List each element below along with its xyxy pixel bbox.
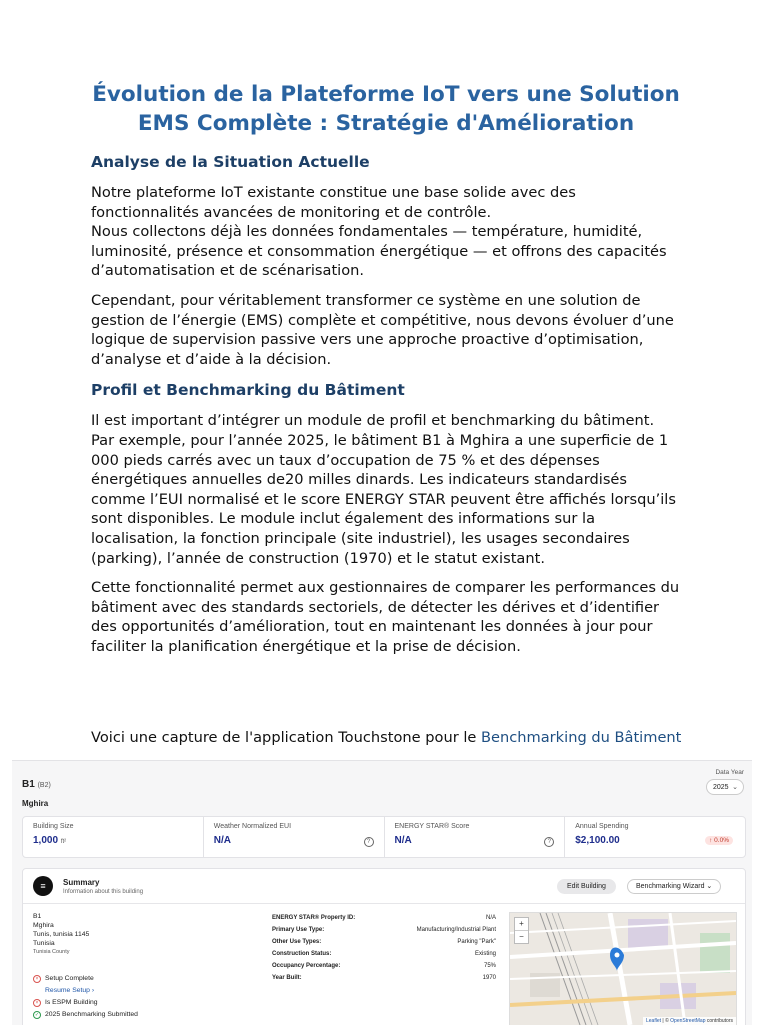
property-row — [272, 948, 496, 960]
paragraph: Cependant, pour véritablement transformer ce système en une solution de gestion de l’énergie (EMS) complète et compétitive, nous devons évoluer d’une logique de supervision passive vers une approche proactive d’optimisation, d’analyse et d’aide à la décision. — [91, 291, 674, 368]
benchmarking-wizard-button[interactable] — [627, 879, 721, 894]
metric-building-size — [23, 817, 204, 857]
property-key: Other Use Types: — [272, 939, 322, 945]
building-code: (B2) — [37, 782, 51, 789]
status-setup — [33, 973, 138, 985]
property-row — [272, 960, 496, 972]
paragraph-screenshot-intro — [91, 728, 691, 760]
address-county: Tunisia County — [33, 949, 70, 955]
property-value: N/A — [485, 915, 496, 921]
zoom-controls — [514, 917, 529, 944]
attribution-text: contributors — [705, 1018, 733, 1024]
data-year-value: 2025 — [713, 784, 729, 791]
data-year-select[interactable] — [706, 779, 744, 795]
chevron-down-icon: ⌄ — [706, 883, 713, 890]
paragraph: Il est important d’intégrer un module de profil et benchmarking du bâtiment. Par exemple, pour l’année 2025, le bâtiment B1 à Mghira a une superficie de 1 000 pieds carrés avec un taux d’occupation de 75 % et des dépenses énergétiques annuelles de20 milles dinards. Les indicateurs standardisés comme l’EUI normalisé et le score ENERGY STAR peuvent être affichés lorsqu’ils sont disponibles. Le module inclut également des informations sur la localisation, la fonction principale (site industriel), les usages secondaires (parking), l’année de construction (1970) et le statut existant. — [91, 412, 676, 567]
status-submitted — [33, 1009, 138, 1021]
document-title: Évolution de la Plateforme IoT vers une Solution EMS Complète : Stratégie d'Amélioration — [92, 82, 680, 136]
address-line: Mghira — [33, 922, 54, 929]
wizard-label: Benchmarking Wizard — [636, 883, 705, 890]
paragraph-line: Nous collectons déjà les données fondamentales — température, humidité, luminosité, présence et consommation énergétique — et offrons des capacités d’automatisation et de scénarisation. — [91, 223, 667, 280]
building-name: B1 — [22, 779, 35, 790]
metric-label: ENERGY STAR® Score — [394, 823, 470, 830]
metric-value: $2,100.00 — [575, 835, 620, 846]
building-city: Mghira — [22, 799, 49, 808]
property-key: Construction Status: — [272, 951, 332, 957]
metric-value: 1,000 — [33, 835, 59, 846]
property-key: Occupancy Percentage: — [272, 963, 341, 969]
address-line: Tunis, tunisia 1145 — [33, 931, 90, 938]
metric-unit: ft² — [60, 839, 67, 845]
zoom-in-button[interactable]: + — [519, 919, 524, 928]
status-list — [33, 973, 138, 1021]
property-row — [272, 936, 496, 948]
divider — [23, 903, 745, 904]
leaflet-link[interactable]: Leaflet — [646, 1018, 662, 1024]
metric-weather-eui — [204, 817, 385, 857]
metric-value: N/A — [213, 835, 231, 846]
building-title — [22, 779, 51, 790]
summary-card — [22, 868, 746, 1025]
property-value: 75% — [483, 963, 496, 969]
summary-subtitle: Information about this building — [63, 889, 144, 895]
check-circle-icon: ✓ — [34, 1012, 40, 1018]
edit-building-button[interactable]: Edit Building — [557, 879, 616, 894]
property-row — [272, 924, 496, 936]
intro-text: Voici une capture de l'application Touchstone pour le — [91, 729, 482, 746]
paragraph: Cette fonctionnalité permet aux gestionnaires de comparer les performances du bâtiment avec des standards sectoriels, de détecter les dérives et d’identifier des opportunités d’amélioration, tout en maintenant les données à jour pour faciliter la planification énergétique et la prise de décision. — [91, 579, 680, 655]
paragraph-line: Notre plateforme IoT existante constitue une base solide avec des fonctionnalités avancées de monitoring et de contrôle. — [91, 184, 576, 221]
metric-annual-spending — [565, 817, 745, 857]
building-properties — [272, 912, 496, 984]
address-line: Tunisia — [33, 940, 55, 947]
data-year-label: Data Year — [715, 769, 744, 776]
metric-label: Weather Normalized EUI — [213, 823, 292, 830]
property-value: Parking "Park" — [457, 939, 496, 945]
change-badge: ↑ 0.0% — [705, 836, 733, 845]
document — [91, 80, 681, 666]
metric-label: Building Size — [33, 823, 74, 830]
osm-link[interactable]: OpenStreetMap — [670, 1018, 706, 1024]
location-map[interactable] — [509, 912, 737, 1025]
status-label: 2025 Benchmarking Submitted — [45, 1011, 138, 1018]
info-icon[interactable]: ? — [364, 837, 374, 847]
property-row — [272, 972, 496, 984]
zoom-out-button[interactable]: − — [515, 930, 528, 943]
building-address — [33, 912, 89, 957]
property-value: Existing — [474, 951, 496, 957]
status-label: Is ESPM Building — [45, 999, 98, 1006]
resume-setup-link[interactable]: Resume Setup › — [45, 987, 95, 994]
x-circle-icon: × — [33, 999, 41, 1007]
metric-energy-star — [385, 817, 566, 857]
touchstone-screenshot — [12, 760, 752, 1025]
status-label: Setup Complete — [45, 975, 94, 982]
summary-list-icon: ≡ — [33, 876, 53, 896]
property-key: Primary Use Type: — [272, 927, 325, 933]
property-key: Year Built: — [272, 975, 302, 981]
metric-label: Annual Spending — [575, 823, 629, 830]
status-espm — [33, 997, 138, 1009]
metric-value: N/A — [394, 835, 412, 846]
property-row — [272, 912, 496, 924]
chevron-down-icon: ⌄ — [732, 784, 738, 791]
x-circle-icon: × — [33, 975, 41, 983]
section-heading-current-situation: Analyse de la Situation Actuelle — [91, 153, 370, 171]
paragraph — [91, 183, 681, 281]
metrics-bar — [22, 816, 746, 858]
summary-title: Summary — [63, 878, 100, 887]
section-heading-benchmarking: Profil et Benchmarking du Bâtiment — [91, 381, 405, 400]
property-key: ENERGY STAR® Property ID: — [272, 915, 356, 921]
property-value: 1970 — [482, 975, 496, 981]
info-icon[interactable]: ? — [544, 837, 554, 847]
property-value: Manufacturing/Industrial Plant — [416, 927, 496, 933]
map-tiles — [510, 913, 736, 1025]
benchmarking-link[interactable]: Benchmarking du Bâtiment — [481, 729, 682, 746]
address-name: B1 — [33, 913, 42, 920]
attribution-text: | © — [661, 1018, 671, 1024]
